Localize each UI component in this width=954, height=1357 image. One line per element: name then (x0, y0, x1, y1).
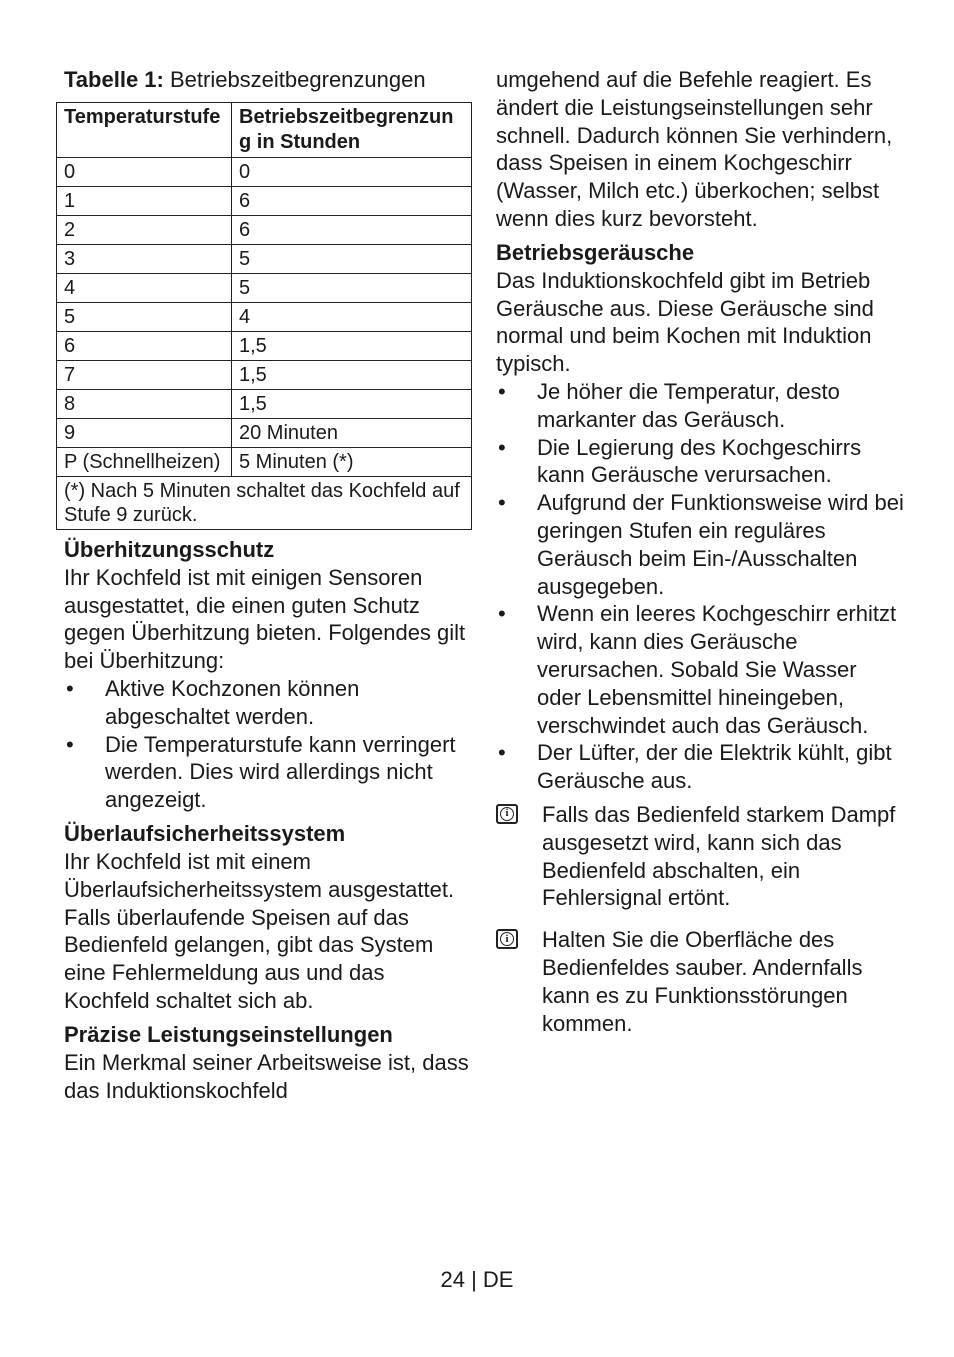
table-cell: 7 (57, 360, 232, 389)
precise-text: Ein Merkmal seiner Arbeitsweise ist, dass das Induktionskochfeld (64, 1049, 469, 1103)
overflow-text: Ihr Kochfeld ist mit einem Überlaufsicherheitssystem ausgestattet. Falls überlaufende Speisen auf das Bedienfeld gelangen, gibt das System eine Fehlermeldung aus und das Kochfeld schaltet sich ab. (64, 848, 455, 1013)
list-item: • Aktive Kochzonen können abgeschaltet werden. (64, 675, 474, 731)
info-icon-letter: i (505, 932, 509, 945)
table-cell: 8 (57, 389, 232, 418)
table-cell: 1 (57, 186, 232, 215)
table-cell: 5 (57, 302, 232, 331)
table-row (57, 186, 472, 215)
table-caption-text: Betriebszeitbegrenzungen (163, 67, 426, 92)
table-row (57, 302, 472, 331)
table-row (57, 273, 472, 302)
table-row (57, 244, 472, 273)
info-note (496, 926, 906, 1037)
info-note-text: Halten Sie die Oberfläche des Bedienfeldes sauber. Andernfalls kann es zu Funktionsstörungen kommen. (542, 927, 863, 1036)
table-row (57, 157, 472, 186)
table-cell: 4 (232, 302, 472, 331)
table-row (57, 389, 472, 418)
table-cell: 4 (57, 273, 232, 302)
table-cell: 5 (232, 273, 472, 302)
precise-text-continued: umgehend auf die Befehle reagiert. Es ändert die Leistungseinstellungen sehr schnell. Dadurch können Sie verhindern, dass Speisen in einem Kochgeschirr (Wasser, Milch etc.) überkochen; selbst wenn dies kurz bevorsteht. (496, 67, 893, 231)
table-cell: 1,5 (232, 389, 472, 418)
table-row (57, 447, 472, 476)
table-cell: 1,5 (232, 331, 472, 360)
table-cell: 9 (57, 418, 232, 447)
info-note-text: Falls das Bedienfeld starkem Dampf ausgesetzt wird, kann sich das Bedienfeld abschalten, ein Fehlersignal ertönt. (542, 801, 896, 911)
page-number: 24 | DE (440, 1267, 514, 1292)
right-column (496, 66, 906, 1037)
precise-heading: Präzise Leistungseinstellungen (64, 1021, 393, 1047)
table-row (57, 331, 472, 360)
list-item: • Die Temperaturstufe kann verringert werden. Dies wird allerdings nicht angezeigt. (64, 731, 474, 814)
table-header-level: Temperaturstufe (57, 102, 232, 157)
info-icon-letter: i (505, 807, 509, 820)
table-cell: 0 (232, 157, 472, 186)
operating-time-table (56, 102, 472, 530)
info-icon (496, 929, 518, 949)
table-cell: 6 (232, 186, 472, 215)
overheat-heading: Überhitzungsschutz (64, 536, 275, 562)
table-caption-label: Tabelle 1: (64, 67, 164, 92)
table-cell: 0 (57, 157, 232, 186)
noise-text: Das Induktionskochfeld gibt im Betrieb Geräusche aus. Diese Geräusche sind normal und beim Kochen mit Induktion typisch. (496, 267, 874, 377)
table-row (57, 418, 472, 447)
info-icon (496, 804, 518, 824)
table-cell: 6 (232, 215, 472, 244)
table-header-row (57, 102, 472, 157)
table-cell: 6 (57, 331, 232, 360)
table-header-limit: Betriebszeitbegrenzung in Stunden (232, 102, 472, 157)
list-item: • Aufgrund der Funktionsweise wird bei geringen Stufen ein reguläres Geräusch beim Ein-/Ausschalten ausgegeben. (496, 489, 906, 600)
table-footnote: (*) Nach 5 Minuten schaltet das Kochfeld auf Stufe 9 zurück. (57, 476, 472, 529)
list-item: • Wenn ein leeres Kochgeschirr erhitzt wird, kann dies Geräusche verursachen. Sobald Sie Wasser oder Lebensmittel hineingeben, verschwindet auch das Geräusch. (496, 600, 906, 739)
table-cell: P (Schnellheizen) (57, 447, 232, 476)
table-cell: 5 Minuten (*) (232, 447, 472, 476)
noise-heading: Betriebsgeräusche (496, 239, 695, 265)
overflow-heading: Überlaufsicherheitssystem (64, 820, 346, 846)
table-row (57, 360, 472, 389)
table-caption (64, 66, 474, 94)
table-cell: 2 (57, 215, 232, 244)
list-item: • Je höher die Temperatur, desto markanter das Geräusch. (496, 378, 906, 434)
table-footnote-row (57, 476, 472, 529)
overheat-text: Ihr Kochfeld ist mit einigen Sensoren ausgestattet, die einen guten Schutz gegen Überhitzung bieten. Folgendes gilt bei Überhitzung: (64, 564, 466, 674)
list-item: • Die Legierung des Kochgeschirrs kann Geräusche verursachen. (496, 434, 906, 490)
table-cell: 5 (232, 244, 472, 273)
noise-list (496, 378, 906, 795)
left-column (64, 66, 474, 1104)
table-cell: 3 (57, 244, 232, 273)
list-item: • Der Lüfter, der die Elektrik kühlt, gibt Geräusche aus. (496, 739, 906, 795)
table-cell: 20 Minuten (232, 418, 472, 447)
overheat-list (64, 675, 474, 814)
table-row (57, 215, 472, 244)
info-note (496, 801, 906, 912)
table-cell: 1,5 (232, 360, 472, 389)
